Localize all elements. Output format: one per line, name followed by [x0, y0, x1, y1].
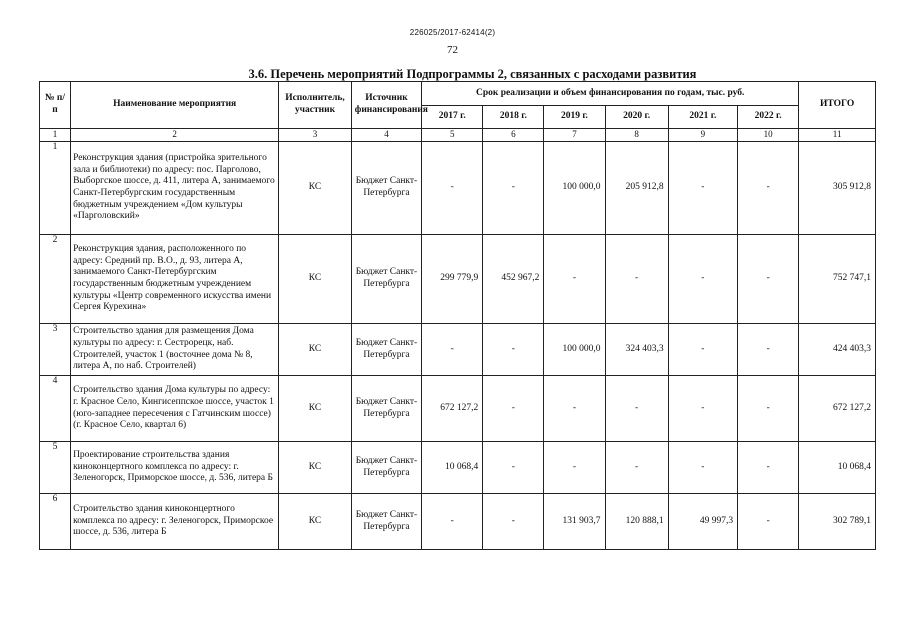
amount-2017: 672 127,2	[422, 376, 483, 442]
measures-table	[39, 81, 876, 550]
column-index: 1	[40, 129, 71, 142]
col-header-year: 2019 г.	[544, 106, 605, 129]
row-number: 5	[40, 442, 71, 494]
funding-source: Бюджет Санкт-Петербурга	[351, 442, 421, 494]
column-index: 3	[279, 129, 352, 142]
amount-2021: 49 997,3	[668, 494, 737, 550]
amount-2017: 299 779,9	[422, 235, 483, 324]
column-index: 4	[351, 129, 421, 142]
col-header-year: 2022 г.	[738, 106, 799, 129]
amount-2022: -	[738, 235, 799, 324]
document-id: 226025/2017-62414(2)	[409, 28, 496, 37]
table-row	[40, 376, 876, 442]
column-index-row	[40, 129, 876, 142]
amount-2022: -	[738, 442, 799, 494]
amount-2020: -	[605, 376, 668, 442]
amount-2017: -	[422, 142, 483, 235]
amount-2018: -	[483, 324, 544, 376]
col-header-period: Срок реализации и объем финансирования по годам, тыс. руб.	[422, 82, 799, 106]
amount-2019: 100 000,0	[544, 142, 605, 235]
amount-2017: 10 068,4	[422, 442, 483, 494]
measure-name: Проектирование строительства здания киноконцертного комплекса по адресу: г. Зеленогорск, Приморское шоссе, д. 536, литера Б	[71, 442, 279, 494]
column-index: 8	[605, 129, 668, 142]
measure-name: Реконструкция здания, расположенного по адресу: Средний пр. В.О., д. 93, литера А, занимаемого Санкт-Петербургским государственным бюджетным учреждением культуры «Центр современного искусства имени Сергея Курехина»	[71, 235, 279, 324]
row-number: 6	[40, 494, 71, 550]
amount-2019: 131 903,7	[544, 494, 605, 550]
amount-2021: -	[668, 142, 737, 235]
amount-2020: -	[605, 235, 668, 324]
amount-2022: -	[738, 324, 799, 376]
amount-total: 10 068,4	[799, 442, 876, 494]
row-number: 4	[40, 376, 71, 442]
amount-total: 424 403,3	[799, 324, 876, 376]
table-row	[40, 142, 876, 235]
col-header-num: № п/п	[40, 82, 71, 129]
amount-2022: -	[738, 494, 799, 550]
amount-2020: 120 888,1	[605, 494, 668, 550]
row-number: 1	[40, 142, 71, 235]
executor: КС	[279, 442, 352, 494]
amount-total: 672 127,2	[799, 376, 876, 442]
amount-2019: -	[544, 442, 605, 494]
table-row	[40, 442, 876, 494]
funding-source: Бюджет Санкт-Петербурга	[351, 494, 421, 550]
amount-2021: -	[668, 442, 737, 494]
funding-source: Бюджет Санкт-Петербурга	[351, 324, 421, 376]
table-row	[40, 494, 876, 550]
column-index: 7	[544, 129, 605, 142]
executor: КС	[279, 235, 352, 324]
measure-name: Строительство здания киноконцертного комплекса по адресу: г. Зеленогорск, Приморское шоссе, д. 536, литера Б	[71, 494, 279, 550]
row-number: 2	[40, 235, 71, 324]
col-header-source: Источник финансирования	[351, 82, 421, 129]
column-index: 6	[483, 129, 544, 142]
amount-2019: 100 000,0	[544, 324, 605, 376]
amount-2021: -	[668, 324, 737, 376]
amount-2017: -	[422, 494, 483, 550]
measure-name: Реконструкция здания (пристройка зрительного зала и библиотеки) по адресу: пос. Парголово, Выборгское шоссе, д. 411, литера А, занимаемого Санкт-Петербургским государственным бюджетным учреждением «Дом культуры «Парголовский»	[71, 142, 279, 235]
executor: КС	[279, 142, 352, 235]
col-header-executor: Исполнитель, участник	[279, 82, 352, 129]
amount-2021: -	[668, 235, 737, 324]
measure-name: Строительство здания Дома культуры по адресу: г. Красное Село, Кингисеппское шоссе, участок 1 (юго-западнее пересечения с Гатчинским шоссе) (г. Красное Село, квартал 6)	[71, 376, 279, 442]
col-header-total: ИТОГО	[799, 82, 876, 129]
amount-2020: -	[605, 442, 668, 494]
amount-2017: -	[422, 324, 483, 376]
amount-2018: -	[483, 376, 544, 442]
amount-2020: 205 912,8	[605, 142, 668, 235]
amount-2019: -	[544, 235, 605, 324]
col-header-year: 2020 г.	[605, 106, 668, 129]
amount-total: 752 747,1	[799, 235, 876, 324]
amount-2022: -	[738, 376, 799, 442]
table-row	[40, 235, 876, 324]
column-index: 9	[668, 129, 737, 142]
section-heading: 3.6. Перечень мероприятий Подпрограммы 2, связанных с расходами развития	[248, 67, 697, 81]
amount-2018: -	[483, 442, 544, 494]
amount-total: 305 912,8	[799, 142, 876, 235]
funding-source: Бюджет Санкт-Петербурга	[351, 142, 421, 235]
amount-2018: -	[483, 142, 544, 235]
header-row	[40, 82, 876, 106]
amount-2021: -	[668, 376, 737, 442]
column-index: 5	[422, 129, 483, 142]
col-header-year: 2017 г.	[422, 106, 483, 129]
amount-total: 302 789,1	[799, 494, 876, 550]
funding-source: Бюджет Санкт-Петербурга	[351, 235, 421, 324]
col-header-name: Наименование мероприятия	[71, 82, 279, 129]
executor: КС	[279, 324, 352, 376]
column-index: 10	[738, 129, 799, 142]
funding-source: Бюджет Санкт-Петербурга	[351, 376, 421, 442]
amount-2018: 452 967,2	[483, 235, 544, 324]
amount-2019: -	[544, 376, 605, 442]
amount-2022: -	[738, 142, 799, 235]
col-header-year: 2018 г.	[483, 106, 544, 129]
col-header-year: 2021 г.	[668, 106, 737, 129]
page-number: 72	[447, 44, 458, 56]
table-row	[40, 324, 876, 376]
column-index: 11	[799, 129, 876, 142]
amount-2020: 324 403,3	[605, 324, 668, 376]
column-index: 2	[71, 129, 279, 142]
measure-name: Строительство здания для размещения Дома культуры по адресу: г. Сестрорецк, наб. Строителей, участок 1 (восточнее дома № 8, литера А, по наб. Строителей)	[71, 324, 279, 376]
executor: КС	[279, 494, 352, 550]
executor: КС	[279, 376, 352, 442]
amount-2018: -	[483, 494, 544, 550]
row-number: 3	[40, 324, 71, 376]
